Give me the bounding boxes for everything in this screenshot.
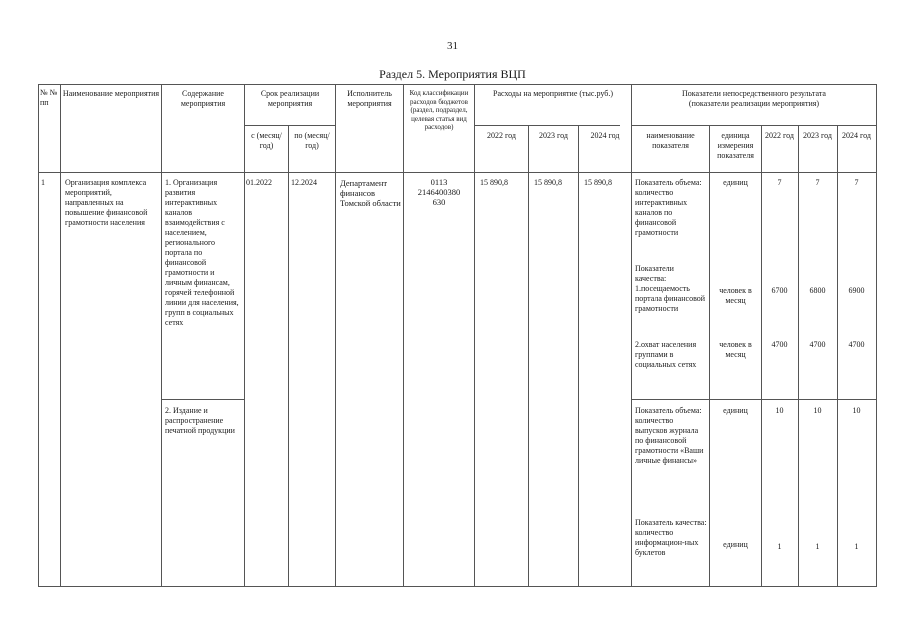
row-period-to: 12.2024 xyxy=(291,178,317,187)
header-code: Код классификации расходов бюджетов (раздел, подраздел, целевая статья вид расходов) xyxy=(409,89,469,132)
sub1-ind3-2024: 4700 xyxy=(848,340,865,349)
header-exp-2024: 2024 год xyxy=(590,131,620,140)
sub2-ind1-unit: единиц xyxy=(723,406,748,415)
row-exp-2023: 15 890,8 xyxy=(534,178,562,187)
header-ind-name: наименование показателя xyxy=(646,131,695,150)
section-title: Раздел 5. Мероприятия ВЦП xyxy=(379,67,526,81)
sub2-ind2-2022: 1 xyxy=(777,542,782,551)
sub2-ind1-2024: 10 xyxy=(852,406,861,415)
sub2-ind1-name: Показатель объема: количество выпусков журнала по финансовой грамотности «Ваши личные финансы» xyxy=(635,406,704,465)
page-number: 31 xyxy=(447,40,458,52)
sub1-ind2-2023: 6800 xyxy=(809,286,826,295)
sub1-content: 1. Организация развития интерактивных каналов взаимодействия с населением, регионального портала по финансовой грамотности и личным финансам, горячей телефонной линии для населения, групп в социальных сетях xyxy=(165,178,239,327)
header-period-from: с (месяц/ год) xyxy=(251,131,282,150)
header-period: Срок реализации мероприятия xyxy=(260,89,320,108)
sub2-ind1-2022: 10 xyxy=(775,406,784,415)
row-exp-2022: 15 890,8 xyxy=(480,178,508,187)
sub1-ind1-2024: 7 xyxy=(854,178,859,187)
sub1-ind2-2024: 6900 xyxy=(848,286,865,295)
header-exp-2022: 2022 год xyxy=(487,131,516,140)
sub2-ind1-2023: 10 xyxy=(813,406,822,415)
sub2-ind2-unit: единиц xyxy=(723,540,748,549)
activities-table xyxy=(38,84,876,587)
sub2-ind2-name: Показатель качества: количество информацион-ных буклетов xyxy=(635,518,707,557)
header-name: Наименование мероприятия xyxy=(62,89,160,98)
row-code: 0113 2146400380 630 xyxy=(417,177,461,207)
sub1-ind3-unit: человек в месяц xyxy=(719,340,752,359)
header-expenses: Расходы на мероприятие (тыс.руб.) xyxy=(493,89,613,98)
sub1-ind1-unit: единиц xyxy=(723,178,748,187)
sub1-ind2-name: 1.посещаемость портала финансовой грамотности xyxy=(635,284,706,313)
sub1-ind1-2022: 7 xyxy=(777,178,782,187)
header-indicators: Показатели непосредственного результата (показатели реализации мероприятия) xyxy=(682,89,826,108)
row-period-from: 01.2022 xyxy=(246,178,272,187)
sub1-ind3-name: 2.охват населения группами в социальных сетях xyxy=(635,340,697,369)
row-executor: Департамент финансов Томской области xyxy=(340,178,401,208)
header-ind-unit: единица измерения показателя xyxy=(717,131,754,160)
sub2-ind2-2023: 1 xyxy=(815,542,820,551)
sub1-ind2-2022: 6700 xyxy=(771,286,788,295)
row-num: 1 xyxy=(41,178,45,187)
sub1-ind3-2022: 4700 xyxy=(771,340,788,349)
header-content: Содержание мероприятия xyxy=(180,89,226,108)
sub1-ind1-name: Показатель объема: количество интерактивных каналов по финансовой грамотности xyxy=(635,178,702,237)
header-exp-2023: 2023 год xyxy=(539,131,568,140)
row-name: Организация комплекса мероприятий, направленных на повышение финансовой грамотности населения xyxy=(65,178,148,227)
sub1-quality-label: Показатели качества: xyxy=(635,264,674,283)
header-ind-2024: 2024 год xyxy=(842,131,871,140)
header-num: № № пп xyxy=(40,88,58,107)
header-executor: Исполнитель мероприятия xyxy=(347,89,392,108)
sub1-ind3-2023: 4700 xyxy=(809,340,826,349)
header-period-to: по (месяц/ год) xyxy=(294,131,330,150)
sub1-ind2-unit: человек в месяц xyxy=(719,286,752,305)
sub1-ind1-2023: 7 xyxy=(815,178,820,187)
row-exp-2024: 15 890,8 xyxy=(584,178,612,187)
sub2-content: 2. Издание и распространение печатной продукции xyxy=(165,406,235,435)
sub2-ind2-2024: 1 xyxy=(854,542,859,551)
header-ind-2022: 2022 год xyxy=(765,131,794,140)
header-ind-2023: 2023 год xyxy=(803,131,832,140)
